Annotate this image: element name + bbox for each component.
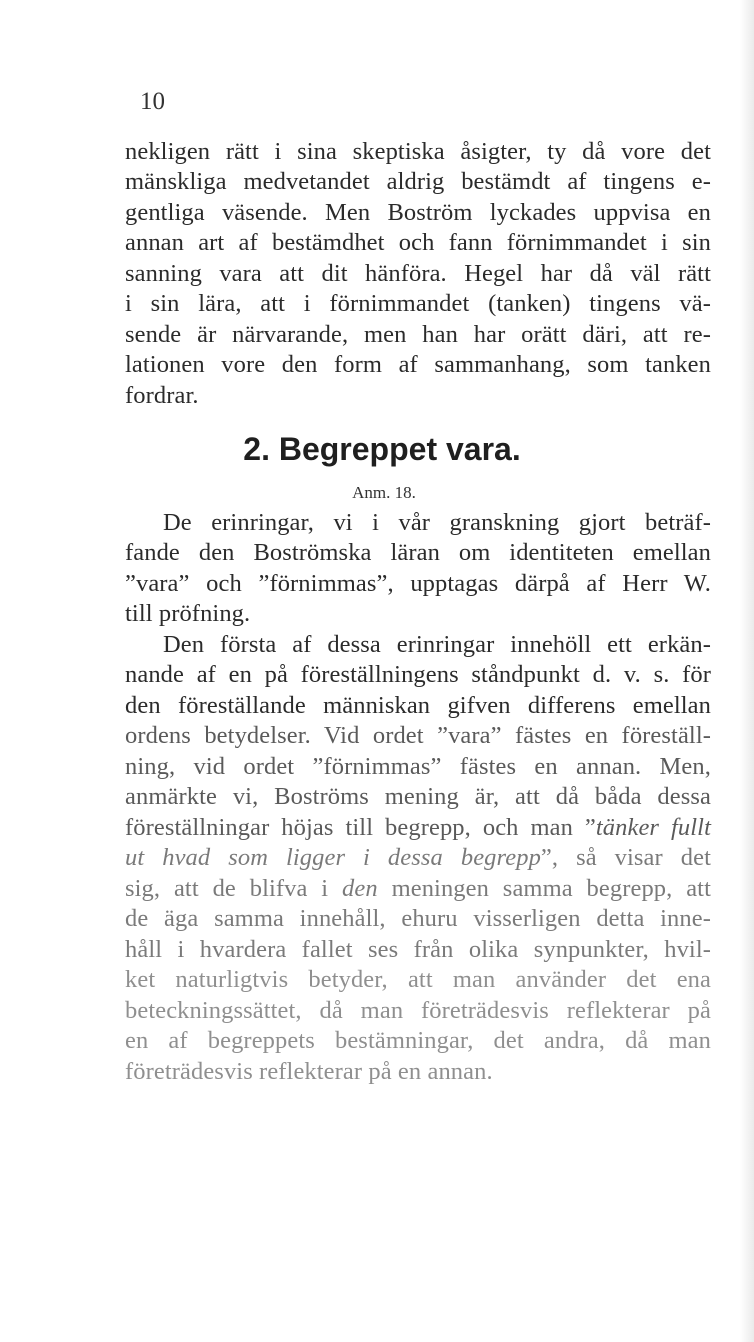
italic-span: ut hvad som ligger i dessa begrepp	[125, 844, 541, 871]
text-line: en af begreppets bestämningar, det andra, då man	[125, 1027, 711, 1054]
text-line: företrädesvis reflekterar på en annan.	[125, 1058, 493, 1085]
text-span: meningen samma begrepp, att	[377, 875, 711, 902]
annotation-note: Anm. 18.	[352, 483, 416, 502]
text-line: lationen vore den form af sammanhang, som tanken	[125, 351, 711, 378]
text-line: gentliga väsende. Men Boström lyckades uppvisa en	[125, 199, 711, 226]
text-span: föreställningar höjas till begrepp, och man ”	[125, 814, 596, 841]
text-line: mänskliga medvetandet aldrig bestämdt af tingens e-	[125, 168, 711, 195]
text-line: annan art af bestämdhet och fann förnimmandet i sin	[125, 229, 711, 256]
text-line: fande den Boströmska läran om identiteten emellan	[125, 539, 711, 566]
italic-span: tänker fullt	[595, 814, 711, 841]
text-line: nande af en på föreställningens ståndpunkt d. v. s. för	[125, 661, 711, 688]
text-line: till pröfning.	[125, 600, 251, 627]
text-line: sende är närvarande, men han har orätt däri, att re-	[125, 321, 711, 348]
text-line: ”vara” och ”förnimmas”, upptagas därpå af Herr W.	[125, 570, 711, 597]
text-line: beteckningssättet, då man företrädesvis reflekterar på	[125, 997, 711, 1024]
text-line: anmärkte vi, Boströms mening är, att då båda dessa	[125, 783, 711, 810]
text-line: ket naturligtvis betyder, att man använder det ena	[125, 966, 711, 993]
text-line: ning, vid ordet ”förnimmas” fästes en annan. Men,	[125, 753, 711, 780]
italic-span: den	[342, 875, 378, 902]
text-line: håll i hvardera fallet ses från olika synpunkter, hvil-	[125, 936, 711, 963]
text-line: de äga samma innehåll, ehuru visserligen detta inne-	[125, 905, 711, 932]
text-line: fordrar.	[125, 382, 199, 409]
text-span: ”, så visar det	[540, 844, 711, 871]
page-edge-shadow	[740, 0, 754, 1342]
text-line	[125, 843, 711, 873]
text-line: sanning vara att dit hänföra. Hegel har då väl rätt	[125, 260, 711, 287]
text-line	[125, 813, 711, 843]
text-line: Den första af dessa erinringar innehöll ett erkän-	[163, 631, 711, 658]
text-line: ordens betydelser. Vid ordet ”vara” fästes en föreställ-	[125, 722, 711, 749]
text-line: i sin lära, att i förnimmandet (tanken) tingens vä-	[125, 290, 711, 317]
text-span: sig, att de blifva i	[125, 875, 343, 902]
text-line: De erinringar, vi i vår granskning gjort beträf-	[163, 509, 711, 536]
text-line: nekligen rätt i sina skeptiska åsigter, ty då vore det	[125, 138, 711, 165]
section-heading: 2. Begreppet vara.	[243, 431, 521, 467]
text-line	[125, 874, 711, 904]
text-line: den föreställande människan gifven differens emellan	[125, 692, 711, 719]
page-number: 10	[140, 88, 165, 115]
